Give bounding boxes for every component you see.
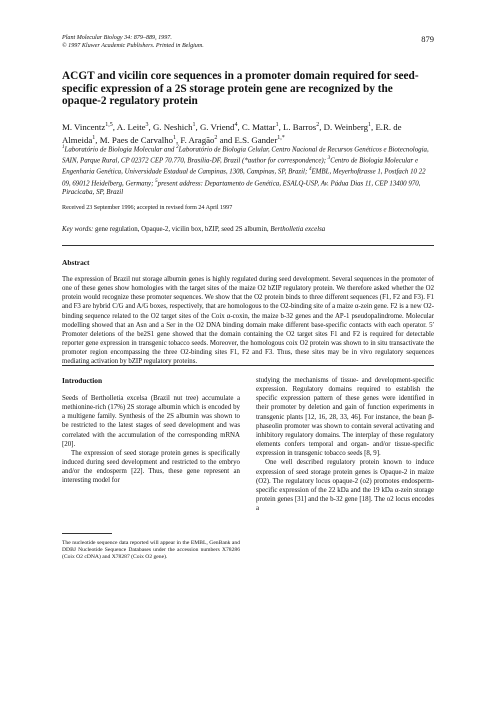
author-name: D. Weinberg: [323, 121, 369, 132]
author-affiliation-mark: 2: [316, 122, 320, 128]
author-name: E.S. Gander: [234, 134, 278, 145]
author-affiliation-mark: 1: [368, 122, 372, 128]
copyright-line: © 1997 Kluwer Academic Publishers. Printed in Belgium.: [62, 43, 204, 49]
author-separator: ,: [112, 121, 117, 132]
author-separator: and: [217, 134, 235, 145]
page-number: 879: [421, 34, 434, 44]
author-affiliation-mark: 1: [92, 134, 96, 141]
author-affiliation-mark: 4: [234, 122, 238, 128]
author-affiliation-mark: 3: [145, 122, 149, 128]
author-separator: ,: [195, 121, 200, 132]
author-name: E.R. de Almeida: [62, 121, 402, 145]
author-name: C. Mattar: [241, 121, 276, 132]
affiliation-text: EMBL, Meyerhoftrasse 1, Postfach 10 22 09, 69012 Heidelberg, Germany;: [62, 168, 426, 187]
affiliation-text: Laboratório de Biologia Molecular and: [64, 146, 177, 154]
author-affiliation-mark: 2: [214, 134, 218, 141]
affiliation-number: 1: [62, 145, 65, 150]
affiliation-number: 5: [155, 178, 158, 184]
journal-line: Plant Molecular Biology 34: 879–889, 1997.: [62, 35, 172, 41]
bottom-rule: [62, 365, 434, 366]
author-name: G. Neshich: [152, 121, 193, 132]
right-paragraph-1: studying the mechanisms of tissue- and development-specific expression. Regulatory domains required to establish the specific expression pattern of these genes were identified in their promoter by deletion and gain of function experiments in transgenic plants [12, 16, 28, 33, 46]. For instance, the bean β-phaseolin promoter was shown to contain several activating and inhibitory regulatory domains. The interplay of these regulatory elements confers temporal and organ- and/or tissue-specific expression in transgenic tobacco seeds [8, 9].: [256, 377, 434, 458]
left-paragraph-1: Seeds of Bertholletia excelsa (Brazil nut tree) accumulate a methionine-rich (17%) 2S storage albumin which is encoded by a multigene family. Synthesis of the 2S albumin was shown to be restricted to the latest stages of seed development and was correlated with the accumulation of the corresponding mRNA [20].: [62, 395, 240, 448]
author-separator: ,: [148, 121, 153, 132]
author-separator: ,: [278, 121, 283, 132]
running-header: [62, 34, 204, 50]
affiliation-number: 4: [308, 167, 312, 173]
left-paragraph-2: The expression of seed storage protein genes is specifically induced during seed development and restricted to the embryo and/or the endosperm [22]. Thus, these gene represent an interesting model for: [62, 449, 240, 485]
footnote-rule: [62, 533, 112, 534]
author-affiliation-mark: 1,5: [105, 122, 113, 128]
right-paragraph-2: One well described regulatory protein known to induce expression of seed storage protein genes is Opaque-2 in maize (O2). The regulatory locus opaque-2 (o2) promotes endosperm-specific expression of the 22 kDa and the 19 kDa α-zein storage protein genes [31] and the b-32 gene [18]. The o2 locus encodes a: [256, 459, 434, 513]
author-list: [62, 120, 434, 145]
affiliations: [62, 144, 434, 198]
affiliation-text: Laboratório de Biologia Celular, Centro Nacional de Recursos Genéticos e Biotecnologia, SAIN, Parque Rural, CP 02372 CEP 70.770, Brasília-DF, Brazil (*author for correspondence);: [62, 146, 429, 165]
author-affiliation-mark: 1: [173, 134, 176, 141]
author-separator: ,: [176, 134, 181, 145]
introduction-heading: Introduction: [62, 376, 103, 385]
author-name: G. Vriend: [199, 121, 235, 132]
author-separator: ,: [237, 121, 242, 132]
affiliation-number: 3: [327, 156, 331, 162]
author-affiliation-mark: 1: [192, 122, 196, 128]
author-name: M. Paes de Carvalho: [99, 134, 173, 145]
author-affiliation-mark: 1: [275, 122, 279, 128]
left-column: [62, 394, 240, 486]
right-column: [256, 376, 434, 513]
author-affiliation-mark: 1,*: [277, 134, 285, 141]
author-separator: ,: [371, 121, 376, 132]
affiliation-text: present address: Departamento de Genética, ESALQ-USP, Av. Pádua Dias 11, CEP 13400 970, Piracicaba, SP, Brazil: [62, 179, 421, 196]
footnote: The nucleotide sequence data reported will appear in the EMBL, GenBank and DDBJ Nucleotide Sequence Databases under the accession numbers X78286 (Coix O2 cDNA) and X78287 (Coix O2 gene).: [62, 540, 240, 561]
keywords-text: gene regulation, Opaque-2, vicilin box, bZIP, seed 2S albumin,: [93, 226, 271, 233]
author-separator: ,: [95, 134, 100, 145]
affiliation-number: 2: [176, 145, 179, 150]
author-name: F. Aragão: [180, 134, 215, 145]
abstract-heading: Abstract: [62, 258, 90, 267]
keywords-italic: Bertholletia excelsa: [270, 226, 326, 233]
author-name: A. Leite: [116, 121, 146, 132]
received-dates: Received 23 September 1996; accepted in revised form 24 April 1997: [62, 205, 233, 211]
author-name: L. Barros: [282, 121, 317, 132]
author-name: M. Vincentz: [62, 121, 106, 132]
keywords-label: Key words:: [62, 226, 94, 233]
affiliation-text: Centro de Biologia Molecular e Engenharia Genética, Universidade Estadual de Campinas, 1308, Campinas, SP, Brazil;: [62, 157, 419, 176]
author-separator: ,: [319, 121, 324, 132]
top-rule: [62, 245, 434, 246]
abstract-text: The expression of Brazil nut storage albumin genes is highly regulated during seed development. Several sequences in the promoter of one of these genes show homologies with the target sites of the maize O2 bZIP regulatory protein. We therefore asked whether the O2 protein would recognize these promoter sequences. We show that the O2 protein binds to three different sequences (F1, F2 and F3). F1 and F3 are hybrid C/G and A/G boxes, respectively, that are homologous to the O2-binding site of a maize α-zein gene. F2 is a new O2-binding sequence related to the O2 target sites of the Coix α-coxin, the maize b-32 genes and the AP-1 pseudopalindrome. Molecular modelling showed that an Asn and a Ser in the O2 DNA binding domain make different base-specific contacts with each operator. 5′ Promoter deletions of the be2S1 gene showed that the domain containing the O2 target sites F1 and F2 is required for detectable reporter gene expression in transgenic tobacco seeds. Moreover, the homologous coix O2 protein was shown to in situ transactivate the promoter region encompassing the three O2-binding sites F1, F2 and F3. Thus, these sites may be in vivo regulatory sequences mediating activation by bZIP regulatory proteins.: [62, 276, 434, 366]
article-title: ACGT and vicilin core sequences in a promoter domain required for seed-specific expression of a 2S storage protein gene are recognized by the opaque-2 regulatory protein: [62, 70, 419, 108]
keywords: [62, 226, 434, 233]
